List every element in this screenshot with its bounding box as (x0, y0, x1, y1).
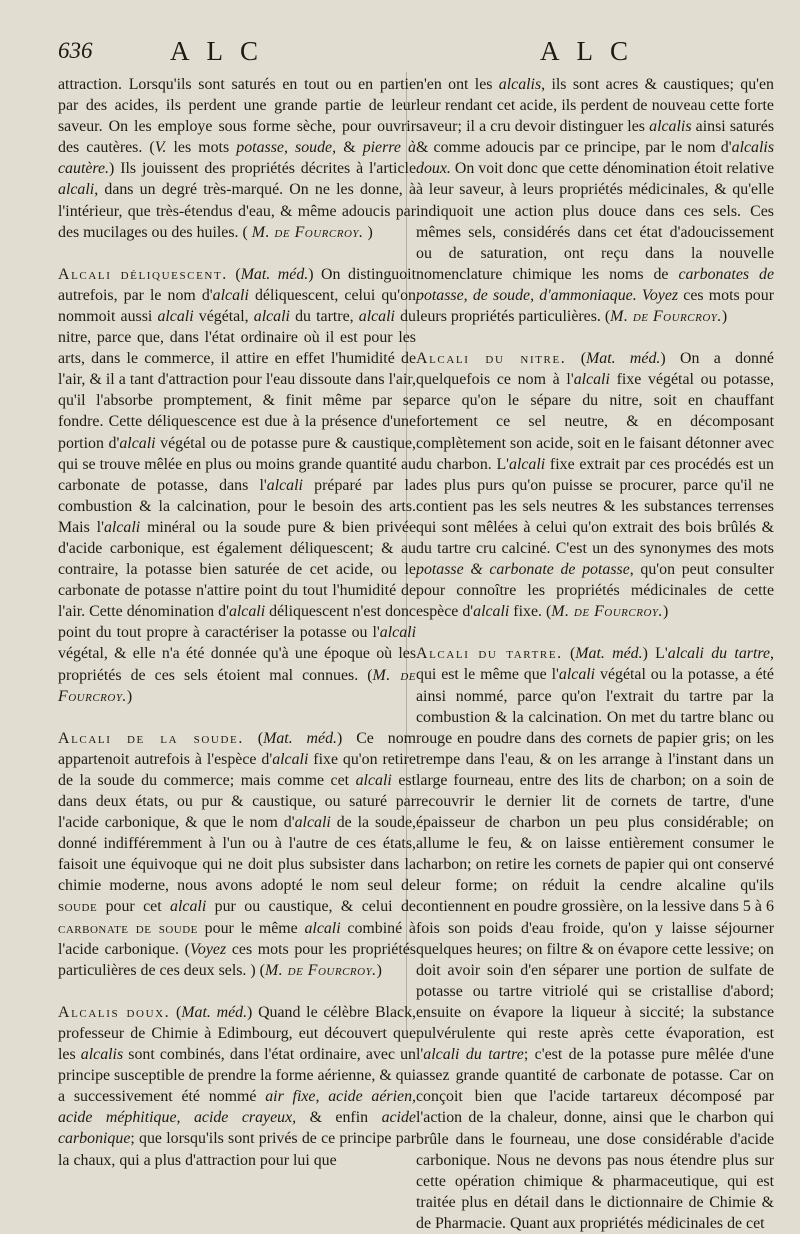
article-alcali-du-tartre: Alcali du tartre. (Mat. méd.) L'alcali du tartre, qui est le même que l'alcali végétal ou la potasse, a été ainsi nommé, parce qu'on l'extrait du tartre par la combustion & la calcination. On met du tartre blanc ou rouge en poudre dans des cornets de papier gris; on les trempe dans l'eau, & on les arrange à l'instant dans un large fourneau, entre des lits de charbon; on a soin de recouvrir le dernier lit de cornets de tartre, d'une épaisseur de charbon un peu plus considérable; on allume le feu, & on laisse entièrement consumer le charbon; on retire les cornets de papier qui ont conservé leur forme; on réduit la cendre alcaline qu'ils contiennent en poudre grossière, on la lessive dans 5 à 6 fois son poids d'eau froide, qu'on y laisse séjourner quelques heures; on filtre & on évapore cette lessive; on doit avoir soin d'en séparer une portion de sulfate de potasse ou tartre vitriolé qui se cristallise d'abord; ensuite on évapore la liqueur à siccité; la substance pulvérulente qui reste après cette évaporation, est l'alcali du tartre; c'est de la potasse pure mêlée d'une assez grande quantité de carbonate de potasse. Car on conçoit bien que l'acide tartareux décomposé par l'action de la chaleur, donne, ainsi que le charbon qui brûle dans le fourneau, une dose considérable d'acide carbonique. Nous ne devons pas nous étendre plus sur cette opération chimique & pharmaceutique, qui est traitée plus en détail dans le dictionnaire de Chimie & de Pharmacie. Quant aux propriétés médicinales de cet (416, 645, 774, 1232)
article-heading: Alcali du nitre. (416, 350, 567, 368)
article-heading: Alcali déliquescent. (58, 265, 228, 283)
article-heading: Alcalis doux. (58, 1003, 171, 1021)
article-alcali-de-la-soude: Alcali de la soude. (Mat. méd.) Ce nom appartenoit autrefois à l'espèce d'alcali fixe qu'on retire de la soude du commerce; mais comme cet alcali est dans deux états, ou pur & caustique, ou saturé par l'acide carbonique, & que le nom d'alcali de la soude, donné indifféremment à l'un ou à l'autre de ces états, faisoit une équivoque qui ne doit plus subsister dans la chimie moderne, nous avons adopté le nom seul de soude pour cet alcali pur ou caustique, & celui de carbonate de soude pour le même alcali combiné à l'acide carbonique. (Voyez ces mots pour les propriétés particulières de ces deux sels. ) (M. de Fourcroy.) (58, 729, 417, 979)
article-alcali-deliquescent: Alcali déliquescent. (Mat. méd.) On distinguoit autrefois, par le nom d'alcali déliquescent, celui qu'on nommoit aussi alcali végétal, alcali du tartre, alcali du nitre, parce que, dans l'état ordinaire où il est pour les arts, dans le commerce, il attire en effet l'humidité de l'air, & il a tant d'attraction pour l'eau dissoute dans l'air, qu'il l'absorbe promptement, & finit même par se fondre. Cette déliquescence est due à la présence d'une portion d'alcali végétal ou de potasse pure & caustique, qui se trouve mêlée en plus ou moins grande quantité au carbonate de potasse, dans l'alcali préparé par la combustion & la calcination, pour le besoin des arts. Mais l'alcali minéral ou la soude pure & bien privée d'acide carbonique, est également déliquescent; & au contraire, la potasse bien saturée de cet acide, ou le carbonate de potasse n'attire point du tout l'humidité de l'air. Cette dénomination d'alcali déliquescent n'est donc point du tout propre à caractériser la potasse ou l'alcali végétal, & elle n'a été donnée qu'à une époque où les propriétés de ces sels étoient mal connues. (M. de Fourcroy.) (58, 265, 417, 705)
running-head-right: ALC (540, 36, 645, 66)
article-alcalis-doux-continued: n'en ont les alcalis, ils sont acres & caustiques; qu'en leur rendant cet acide, ils perdent de nouveau cette forte saveur; il a cru devoir distinguer les alcalis ainsi saturés & comme adoucis par ce principe, par le nom d'alcalis doux. On voit donc que cette dénomination étoit relative à leur saveur, à leurs propriétés médicinales, & qu'elle indiquoit une action plus douce dans ces sels. Ces mêmes sels, considérés dans cet état d'adoucissement ou de saturation, ont reçu dans la nouvelle nomenclature chimique les noms de carbonates de potasse, de soude, d'ammoniaque. Voyez ces mots pour leurs propriétés particulières. (M. de Fourcroy.) (416, 76, 775, 326)
article-heading: Alcali du tartre. (416, 645, 563, 663)
running-head-left: ALC (170, 36, 275, 66)
page-number: 636 (58, 38, 93, 63)
article-alcalis-doux: Alcalis doux. (Mat. méd.) Quand le célèbre Black, professeur de Chimie à Edimbourg, eut découvert que les alcalis sont combinés, dans l'état ordinaire, avec un principe susceptible de prendre la forme aérienne, & qui a successivement été nommé air fixe, acide aérien, acide méphitique, acide crayeux, & enfin acide carbonique; que lorsqu'ils sont privés de ce principe par la chaux, qui a plus d'attraction pour lui que (58, 1003, 417, 1169)
article-heading: Alcali de la soude. (58, 729, 244, 747)
article-continuation: attraction. Lorsqu'ils sont saturés en tout ou en partie par des acides, ils perdent une grande partie de leur saveur. On les employe sous forme sèche, pour ouvrir des cautères. (V. les mots potasse, soude, & pierre à cautère.) Ils jouissent des propriétés décrites à l'article alcali, dans un degré très-marqué. On ne les donne, à l'intérieur, que très-étendus d'eau, & même adoucis par des mucilages ou des huiles. ( M. de Fourcroy. ) (58, 76, 416, 241)
article-alcali-du-nitre: Alcali du nitre. (Mat. méd.) On a donné quelquefois ce nom à l'alcali fixe végétal ou potasse, parce qu'on le sépare du nitre, soit en chauffant fortement ce sel neutre, & en décomposant complètement son acide, soit en le faisant détonner avec du charbon. L'alcali fixe extrait par ces procédés est un des plus purs qu'on puisse se procurer, parce qu'il ne contient pas les sels neutres & les substances terrenses qui sont mêlées à celui qu'on extrait des bois brûlés & du tartre cru calciné. C'est un des synonymes des mots potasse & carbonate de potasse, qu'on peut consulter pour connoître les propriétés médicinales de cette espèce d'alcali fixe. (M. de Fourcroy.) (416, 350, 775, 621)
left-column (58, 74, 416, 1171)
right-column (416, 74, 774, 1234)
